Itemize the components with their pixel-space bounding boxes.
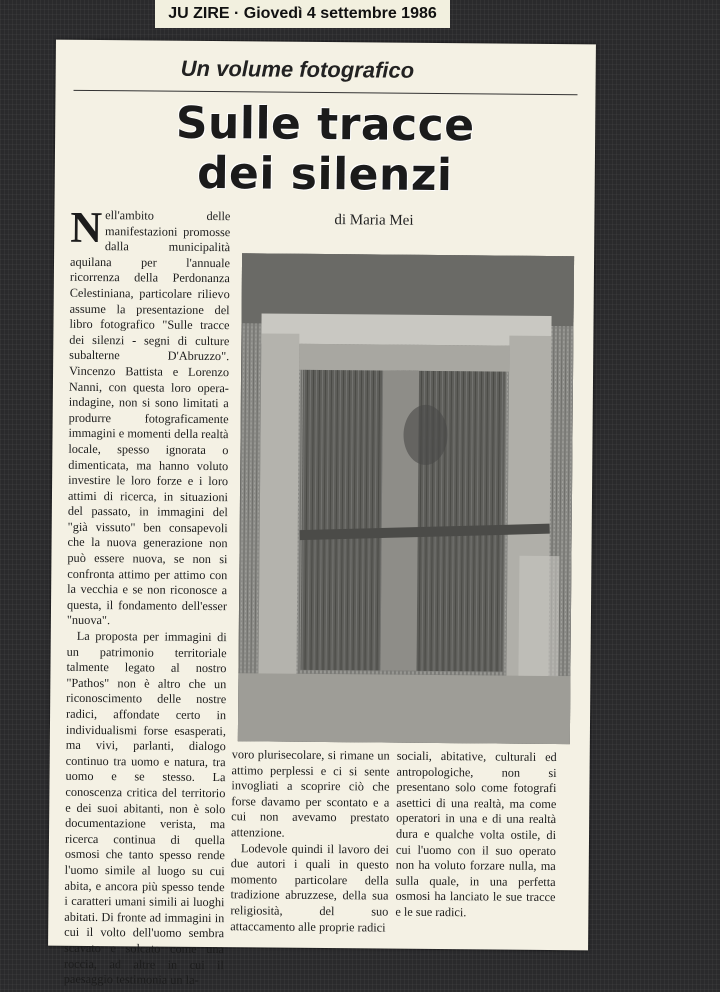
paragraph: sociali, abitative, culturali ed antropologiche, non si presentano solo come fotografi asettici di una realtà, ma come operatori in una e di una realtà dura e qualche volta ostile, di cui l'uomo con il suo operato non ha voluto forzare nulla, ma sulla quale, in una perfetta osmosi ha lanciato le sue tracce e le sue radici.	[395, 748, 557, 920]
paragraph: voro plurisecolare, si rimane un attimo perplessi e ci si sente invogliati a scoprire ciò che forse davamo per scontato e a cui non avevamo prestato attenzione.	[230, 747, 390, 840]
article-photo-old-door	[238, 253, 574, 744]
article-headline	[55, 98, 596, 203]
paragraph-text: ell'ambito delle manifestazioni promosse dalla municipalità aquilana per l'annuale ricorrenza della Perdonanza Celestiniana, particolare rilievo assume la presentazione del libro fotografico "Sulle tracce dei silenzi - segni di culture subalterne D'Abruzzo". Vincenzo Battista e Lorenzo Nanni, con questa loro opera-indagine, non si sono limitati a produrre fotograficamente immagini e momenti della realtà locale, spesso ignorata o dimenticata, ma hanno voluto investire le loro forze e i loro attimi di ricerca, in situazioni del passato, in immagini del "già vissuto" ben consapevoli che la nuova generazione non può essere nuova, se non si confronta attimo per attimo con la vecchia e se non riconosce a questa, il fondamento dell'esser "nuova".	[66, 208, 231, 628]
headline-line-1: Sulle tracce	[175, 97, 475, 152]
kicker-rule	[74, 90, 578, 95]
newspaper-masthead: JU ZIRE · Giovedì 4 settembre 1986	[155, 0, 450, 28]
newspaper-clipping	[48, 40, 596, 988]
article-byline: di Maria Mei	[334, 212, 414, 229]
paragraph	[66, 202, 231, 630]
photo-old-door-illustration	[238, 253, 574, 744]
article-column-2	[230, 747, 390, 935]
headline-line-2: dei silenzi	[196, 147, 453, 202]
drop-cap: N	[70, 202, 103, 253]
paragraph: La proposta per immagini di un patrimonio territoriale talmente legato al nostro "Pathos" non è altro che un riconoscimento delle nostre radici, affondate certo in individualismi forse esasperati, ma vivi, parlanti, dialogo continuo tra uomo e natura, tra uomo e se stesso. La conoscenza critica del territorio e dei suoi abitanti, non è solo documentazione verista, ma ricerca continua di quella osmosi che tanto spesso rende l'uomo simile al luogo su cui abita, e ancora più spesso tende i caratteri umani simili ai luoghi abitati. Di fronte ad immagini in cui il volto dell'uomo sembra scavato e solcato come una roccia, ad altre in cui il paesaggio testimonia un la-	[63, 628, 227, 988]
article-column-3	[395, 749, 556, 922]
article-kicker: Un volume fotografico	[180, 55, 415, 83]
paragraph: Lodevole quindi il lavoro dei due autori i quali in questo momento particolare della tradizione abruzzese, della sua religiosità, del suo attaccamento alle proprie radici	[230, 840, 389, 935]
article-column-1	[63, 202, 231, 989]
